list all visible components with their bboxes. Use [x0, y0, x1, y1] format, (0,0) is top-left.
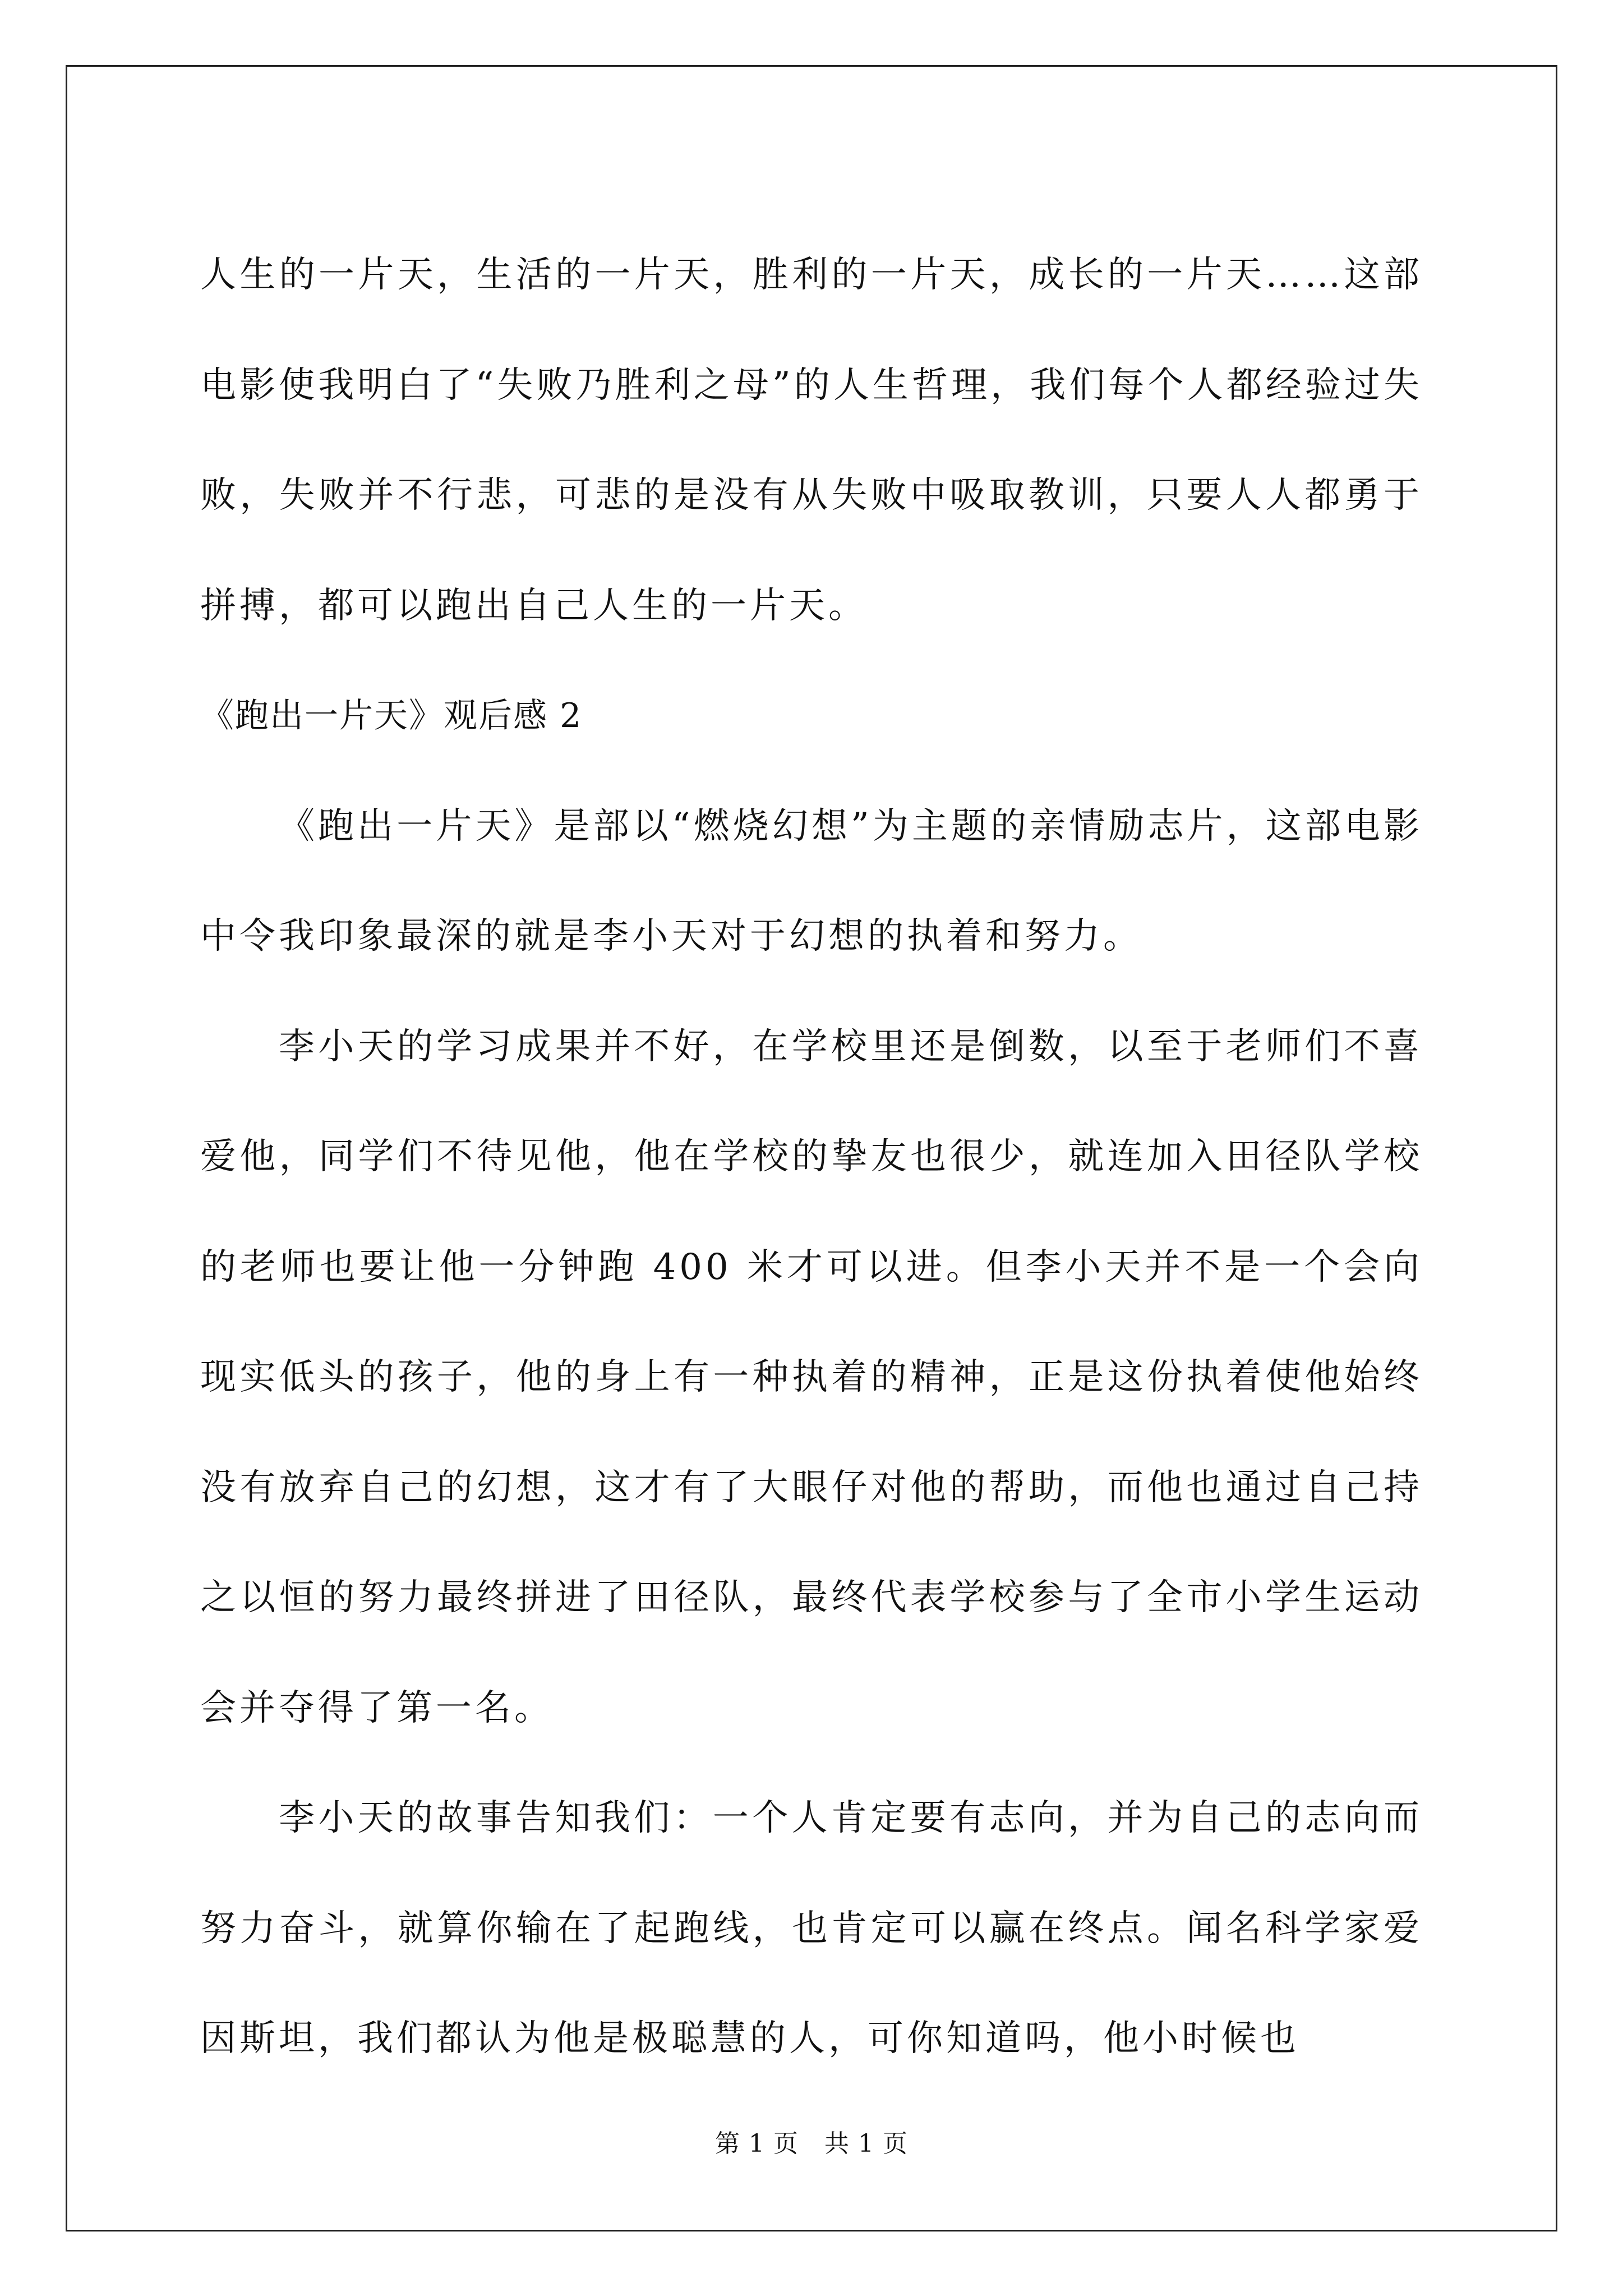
- page-number: 第 1 页: [715, 2129, 799, 2158]
- document-body: [200, 220, 1423, 2094]
- paragraph-3: 李小天的学习成果并不好，在学校里还是倒数，以至于老师们不喜爱他，同学们不待见他，他在学校的挚友也很少，就连加入田径队学校的老师也要让他一分钟跑 400 米才可以进。但李小天并不是一个会向现实低头的孩子，他的身上有一种执着的精神，正是这份执着使他始终没有放弃自己的幻想，这才有了大眼仔对他的帮助，而他也通过自己持之以恒的努力最终拼进了田径队，最终代表学校参与了全市小学生运动会并夺得了第一名。: [200, 1025, 1423, 1729]
- paragraph-4: 李小天的故事告知我们：一个人肯定要有志向，并为自己的志向而努力奋斗，就算你输在了起跑线，也肯定可以赢在终点。闻名科学家爱因斯坦，我们都认为他是极聪慧的人，可你知道吗，他小时候也: [200, 1797, 1423, 2059]
- page-footer: [0, 2127, 1623, 2161]
- paragraph-2: 《跑出一片天》是部以“燃烧幻想”为主题的亲情励志片，这部电影中令我印象最深的就是李小天对于幻想的执着和努力。: [200, 805, 1423, 957]
- paragraph-1: 人生的一片天，生活的一片天，胜利的一片天，成长的一片天……这部电影使我明白了“失败乃胜利之母”的人生哲理，我们每个人都经验过失败，失败并不行悲，可悲的是没有从失败中吸取教训，只要人人都勇于拼搏，都可以跑出自己人生的一片天。: [200, 254, 1423, 627]
- page-total: 共 1 页: [824, 2129, 908, 2158]
- section-title: 《跑出一片天》观后感 2: [200, 696, 583, 735]
